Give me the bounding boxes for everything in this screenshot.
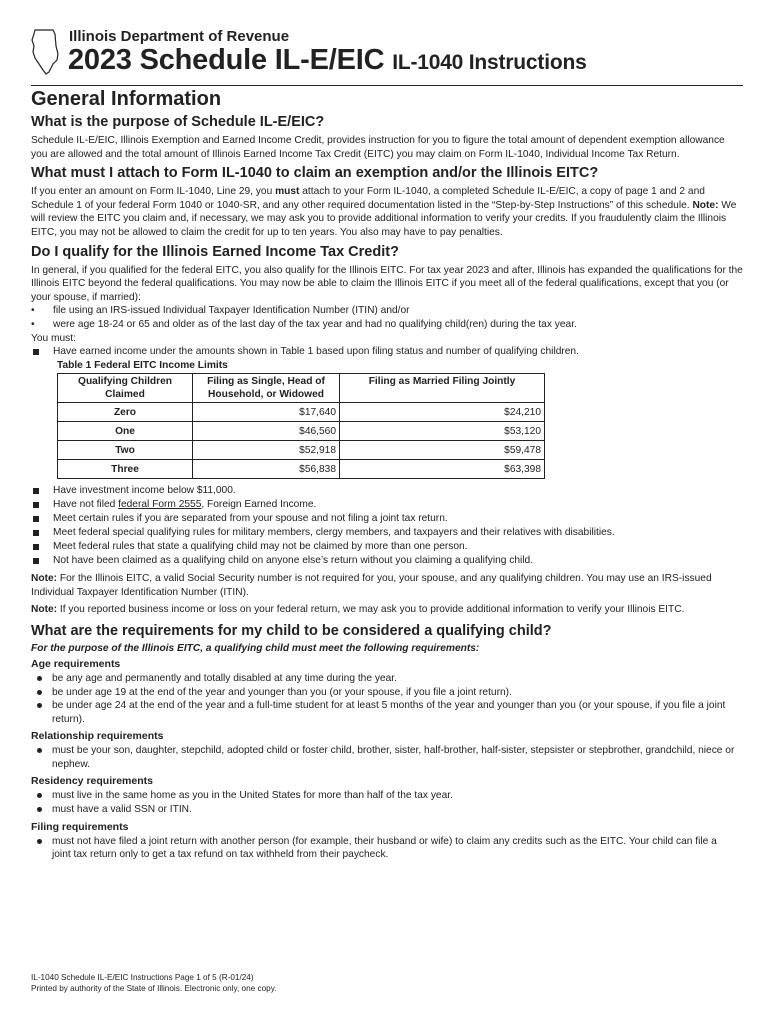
joint-value: $59,478 (340, 441, 545, 460)
title-main: 2023 Schedule IL-E/EIC (68, 44, 385, 76)
residency-item: must live in the same home as you in the United States for more than half of the tax year. (52, 790, 453, 802)
residency-item: must have a valid SSN or ITIN. (52, 804, 192, 816)
relationship-item: must be your son, daughter, stepchild, adopted child or foster child, brother, sister, half-brother, half-sister, stepsister or stepbrother, grandchild, niece or nephew. (52, 745, 735, 770)
you-must-label: You must: (31, 332, 76, 344)
attach-text-b: attach to your Form IL-1040, a completed Schedule IL-E/EIC, a copy of page 1 and 2 and Schedule 1 of your federal Form 1040 or 1040-SR, and any other required documentation listed in the “Step-by-Step Instructions” of this schedule. (31, 186, 705, 211)
list-item (31, 540, 743, 554)
filing-item: must not have filed a joint return with another person (for example, their husband or wife) to claim any credits such as the EITC. Your child can file a joint tax return only to get a tax refund on tax withheld from their paycheck. (52, 835, 717, 861)
must-item-earned-income: Have earned income under the amounts shown in Table 1 based upon filing status and number of qualifying children. (53, 346, 579, 358)
list-item: • were age 18-24 or 65 and older as of the last day of the tax year and had no qualifying child(ren) during the tax year. (31, 318, 577, 330)
form-2555-link[interactable]: federal Form 2555 (118, 499, 202, 511)
row-label: Zero (58, 403, 193, 422)
must-item-investment: Have investment income below $11,000. (53, 485, 236, 497)
must-item-2555-b: , Foreign Earned Income. (201, 499, 317, 511)
list-item (31, 744, 743, 771)
attach-text (31, 185, 743, 239)
qualify-text: In general, if you qualified for the federal EITC, you also qualify for the Illinois EITC. For tax year 2023 and after, Illinois has expanded the qualifications for the Illinois EITC beyond the federal qualifications. You may now be able to claim the Illinois EITC if you meet all of the federal qualifications, except that you (or your spouse, if married): (31, 264, 743, 303)
note-label: Note: (31, 573, 58, 585)
age-item: be any age and permanently and totally disabled at any time during the year. (52, 672, 397, 684)
residency-requirements-heading: Residency requirements (31, 775, 153, 788)
attach-text-a: If you enter an amount on Form IL-1040, Line 29, you (31, 186, 276, 198)
single-value: $17,640 (193, 403, 340, 422)
col-header-single: Filing as Single, Head of Household, or Widowed (193, 374, 340, 403)
row-label: One (58, 422, 193, 441)
purpose-text: Schedule IL-E/EIC, Illinois Exemption and Earned Income Credit, provides instruction for you to figure the total amount of dependent exemption allowance you are allowed and the total amount of Illinois Earned Income Tax Credit (EITC) you may claim on Form IL-1040, Individual Income Tax Return. (31, 135, 725, 160)
eitc-income-limits-table (57, 373, 545, 479)
single-value: $56,838 (193, 460, 340, 479)
joint-value: $63,398 (340, 460, 545, 479)
footer-page-info: IL-1040 Schedule IL-E/EIC Instructions Page 1 of 5 (R-01/24) (31, 973, 254, 982)
illinois-state-outline-icon (31, 28, 61, 76)
table-row (58, 403, 545, 422)
table-row (58, 460, 545, 479)
question-purpose: What is the purpose of Schedule IL-E/EIC? (31, 114, 325, 130)
page-title (68, 44, 587, 77)
question-attach: What must I attach to Form IL-1040 to claim an exemption and/or the Illinois EITC? (31, 165, 599, 182)
attach-text-c: We will review the EITC you claim and, if necessary, we may ask you to provide additional information to verify your credits. If you fraudulently claim the Illinois EITC, you may not be allowed to claim the credit for up to ten years. You also may have to pay penalties. (31, 199, 737, 238)
document-page (31, 26, 743, 862)
footer (31, 972, 276, 994)
list-item (31, 498, 743, 512)
note-ssn (31, 572, 743, 599)
must-item: Meet federal special qualifying rules for military members, clergy members, and taxpayers and their relatives with disabilities. (53, 527, 615, 539)
single-value: $46,560 (193, 422, 340, 441)
department-name: Illinois Department of Revenue (69, 28, 290, 45)
must-item-2555-a: Have not filed (53, 499, 119, 511)
qualify-bullet-2: were age 18-24 or 65 and older as of the last day of the tax year and had no qualifying child(ren) during the tax year. (53, 318, 577, 330)
table-header-row (58, 374, 545, 403)
qualify-bullet-1: file using an IRS-issued Individual Taxpayer Identification Number (ITIN) and/or (53, 305, 410, 317)
must-item: Not have been claimed as a qualifying child on anyone else’s return without you claiming a qualifying child. (53, 555, 534, 567)
table-row (58, 422, 545, 441)
col-header-children: Qualifying Children Claimed (58, 374, 193, 403)
age-item: be under age 19 at the end of the year and younger than you (or your spouse, if you file a joint return). (52, 686, 512, 698)
section-heading-general: General Information (31, 85, 743, 111)
note-business (31, 603, 743, 617)
col-header-joint: Filing as Married Filing Jointly (340, 374, 545, 403)
row-label: Three (58, 460, 193, 479)
list-item (31, 484, 743, 498)
list-item: • file using an IRS-issued Individual Taxpayer Identification Number (ITIN) and/or (31, 305, 410, 317)
table-caption: Table 1 Federal EITC Income Limits (57, 360, 228, 372)
filing-requirements-heading: Filing requirements (31, 820, 129, 833)
footer-authority: Printed by authority of the State of Illinois. Electronic only, one copy. (31, 984, 277, 993)
list-item (31, 789, 743, 803)
must-item: Meet certain rules if you are separated from your spouse and not filing a joint tax return. (53, 513, 448, 525)
list-item (31, 835, 743, 862)
list-item (31, 526, 743, 540)
qualifying-child-intro: For the purpose of the Illinois EITC, a qualifying child must meet the following requirements: (31, 642, 480, 654)
list-item (31, 554, 743, 568)
joint-value: $24,210 (340, 403, 545, 422)
row-label: Two (58, 441, 193, 460)
list-item (31, 512, 743, 526)
joint-value: $53,120 (340, 422, 545, 441)
list-item (31, 803, 743, 817)
list-item (31, 345, 743, 359)
single-value: $52,918 (193, 441, 340, 460)
table-row (58, 441, 545, 460)
header (31, 26, 743, 82)
title-sub: IL-1040 Instructions (392, 51, 587, 74)
note-text: If you reported business income or loss on your federal return, we may ask you to provide additional information to verify your Illinois EITC. (57, 604, 685, 616)
note-label: Note: (31, 604, 58, 616)
age-item: be under age 24 at the end of the year and a full-time student for at least 5 months of the year and younger than you (or your spouse, if you file a joint return). (52, 700, 726, 725)
question-qualify: Do I qualify for the Illinois Earned Income Tax Credit? (31, 243, 399, 260)
list-item (31, 672, 743, 686)
question-qualifying-child: What are the requirements for my child to be considered a qualifying child? (31, 622, 552, 639)
attach-must: must (275, 186, 300, 198)
list-item (31, 686, 743, 700)
note-text: For the Illinois EITC, a valid Social Security number is not required for you, your spouse, and any qualifying children. You may use an IRS-issued Individual Taxpayer Identification Number (ITIN). (31, 573, 712, 598)
must-item: Meet federal rules that state a qualifying child may not be claimed by more than one person. (53, 541, 468, 553)
attach-note-label: Note: (692, 199, 719, 211)
relationship-requirements-heading: Relationship requirements (31, 730, 164, 743)
list-item (31, 699, 743, 726)
age-requirements-heading: Age requirements (31, 657, 121, 670)
